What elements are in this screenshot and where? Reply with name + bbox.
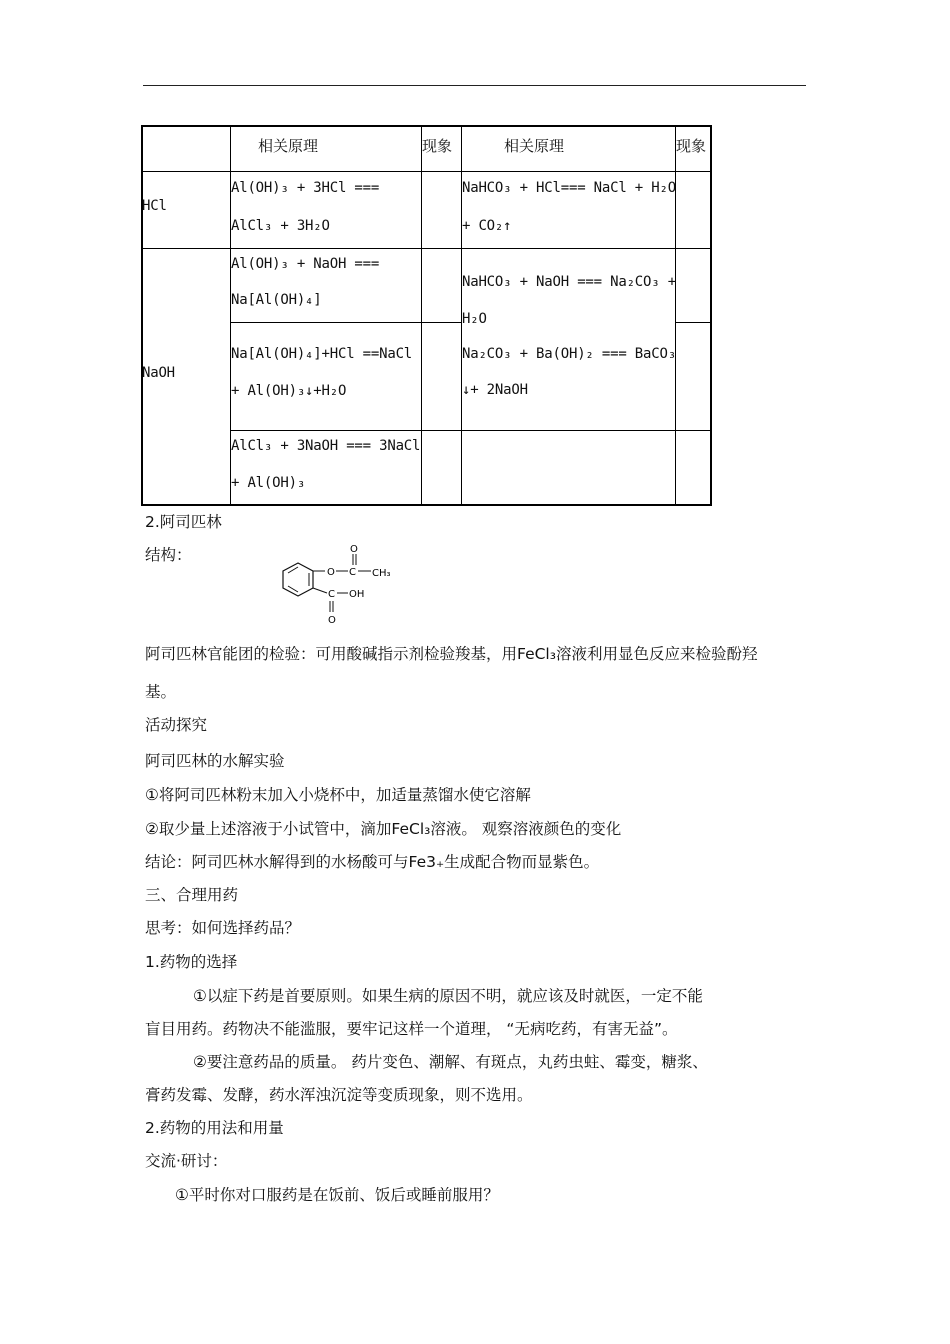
carbonyl-oxygen-top-label: O — [350, 544, 358, 555]
table-border-right — [710, 125, 712, 506]
acid-carbon-label: C — [328, 589, 335, 600]
table-border-bottom — [141, 504, 712, 506]
naoh-al2-eq-line2: + Al(OH)₃↓+H₂O — [231, 383, 347, 399]
hcl-na-eq-line2: + CO₂↑ — [462, 218, 512, 234]
header-principle-2: 相关原理 — [504, 137, 565, 155]
functional-group-check-line1: 阿司匹林官能团的检验：可用酸碱指示剂检验羧基，用FeCl₃溶液利用显色反应来检验酚羟 — [145, 645, 758, 663]
table-row-line-3 — [230, 322, 462, 323]
naoh-al3-eq-line2: + Al(OH)₃ — [231, 475, 306, 491]
naoh-na1-eq-line1: NaHCO₃ + NaOH === Na₂CO₃ + — [462, 274, 676, 290]
experiment-step-2: ②取少量上述溶液于小试管中，滴加FeCl₃溶液。 观察溶液颜色的变化 — [145, 820, 622, 838]
experiment-conclusion: 结论：阿司匹林水解得到的水杨酸可与Fe3₊生成配合物而显紫色。 — [145, 853, 600, 871]
table-row-line-3b — [675, 322, 712, 323]
hydroxyl-label: OH — [349, 589, 365, 600]
experiment-step-1: ①将阿司匹林粉末加入小烧杯中，加适量蒸馏水使它溶解 — [145, 786, 531, 804]
table-row-line-2 — [141, 248, 712, 249]
table-border-left — [141, 125, 143, 506]
aspirin-structure-diagram — [278, 541, 408, 629]
point-2-line1: ②要注意药品的质量。 药片变色、潮解、有斑点，丸药虫蛀、霉变，糖浆、 — [193, 1053, 708, 1071]
section-3-heading: 三、合理用药 — [145, 886, 239, 904]
point-1-line1: ①以症下药是首要原则。如果生病的原因不明，就应该及时就医，一定不能 — [193, 987, 703, 1005]
methyl-label: CH₃ — [372, 568, 391, 579]
naoh-al3-eq-line1: AlCl₃ + 3NaOH === 3NaCl — [231, 438, 421, 454]
hcl-al-eq-line2: AlCl₃ + 3H₂O — [231, 218, 330, 234]
ester-carbon-label: C — [349, 567, 356, 578]
row-label-naoh: NaOH — [142, 365, 175, 381]
hcl-na-eq-line1: NaHCO₃ + HCl=== NaCl + H₂O — [462, 180, 676, 196]
naoh-al1-eq-line1: Al(OH)₃ + NaOH === — [231, 256, 380, 272]
table-col-line-2 — [421, 125, 422, 506]
naoh-al2-eq-line1: Na[Al(OH)₄]+HCl ==NaCl — [231, 346, 413, 362]
activity-heading: 活动探究 — [145, 716, 208, 734]
structure-label: 结构： — [145, 546, 192, 564]
point-2-line2: 膏药发霉、发酵，药水浑浊沉淀等变质现象，则不选用。 — [145, 1086, 533, 1104]
ester-oxygen-label: O — [327, 567, 335, 578]
discussion-heading: 交流·研讨： — [145, 1152, 228, 1170]
header-phenomenon-1: 现象 — [422, 137, 453, 155]
subsection-1-heading: 1.药物的选择 — [145, 953, 238, 971]
naoh-na2-eq-line2: ↓+ 2NaOH — [462, 382, 528, 398]
think-question: 思考：如何选择药品？ — [145, 919, 301, 937]
naoh-na1-eq-line2: H₂O — [462, 311, 487, 327]
hcl-al-eq-line1: Al(OH)₃ + 3HCl === — [231, 180, 380, 196]
discussion-question-1: ①平时你对口服药是在饭前、饭后或睡前服用？ — [175, 1186, 499, 1204]
reaction-table — [141, 125, 712, 506]
functional-group-check-line2: 基。 — [145, 683, 177, 701]
header-principle-1: 相关原理 — [258, 137, 319, 155]
section-aspirin-heading: 2.阿司匹林 — [145, 513, 222, 531]
naoh-na2-eq-line1: Na₂CO₃ + Ba(OH)₂ === BaCO₃ — [462, 346, 676, 362]
row-label-hcl: HCl — [142, 198, 167, 214]
naoh-al1-eq-line2: Na[Al(OH)₄] — [231, 292, 322, 308]
table-border-top — [141, 125, 712, 127]
carbonyl-oxygen-bottom-label: O — [328, 615, 336, 626]
top-rule — [143, 85, 806, 86]
header-phenomenon-2: 现象 — [676, 137, 707, 155]
experiment-title: 阿司匹林的水解实验 — [145, 752, 285, 770]
point-1-line2: 盲目用药。药物决不能滥服，要牢记这样一个道理， “无病吃药，有害无益”。 — [145, 1020, 678, 1038]
subsection-2-heading: 2.药物的用法和用量 — [145, 1119, 284, 1137]
